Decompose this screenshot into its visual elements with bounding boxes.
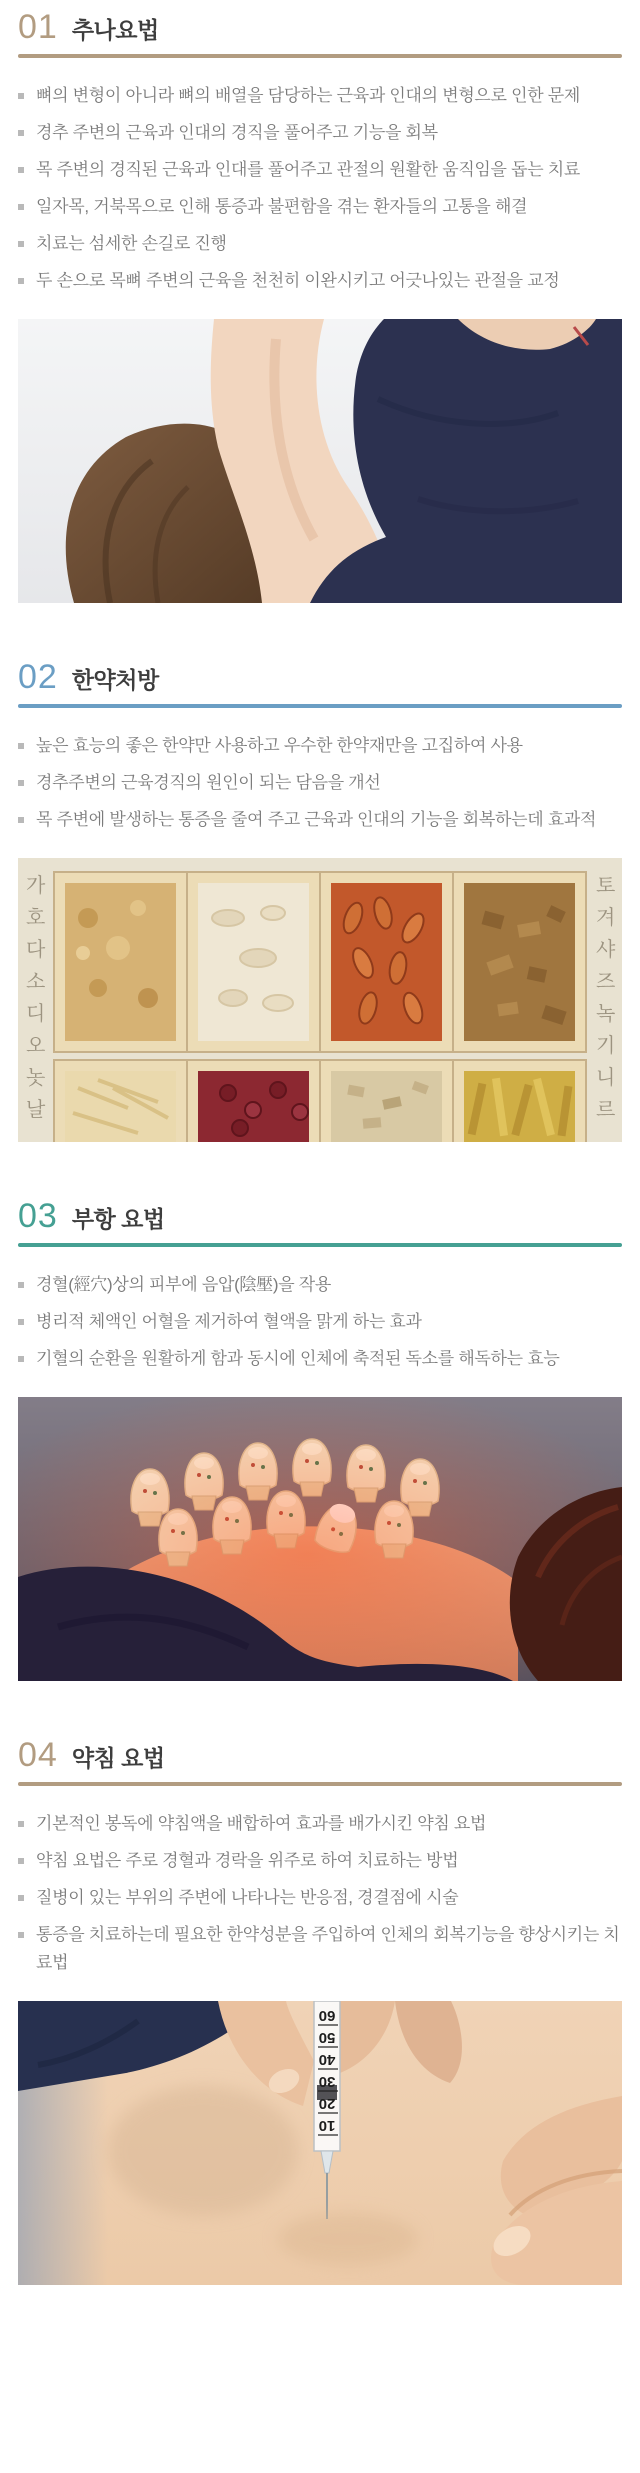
section-number: 01	[18, 8, 58, 46]
bullet-square-icon	[18, 1932, 24, 1938]
section-divider	[18, 704, 622, 708]
bullet-text: 통증을 치료하는데 필요한 한약성분을 주입하여 인체의 회복기능을 향상시키는 치료법	[36, 1925, 620, 1972]
bullet-square-icon	[18, 130, 24, 136]
bullet-text: 목 주변의 경직된 근육과 인대를 풀어주고 관절의 원활한 움직임을 돕는 치료	[36, 160, 581, 179]
list-item	[18, 769, 622, 797]
section-herbal-prescription	[18, 658, 622, 1142]
list-item	[18, 1308, 622, 1336]
list-item	[18, 1810, 622, 1838]
list-item	[18, 230, 622, 258]
bullet-text: 병리적 체액인 어혈을 제거하여 혈액을 맑게 하는 효과	[36, 1312, 422, 1331]
herbal-photo-illustration	[18, 858, 622, 1142]
herbal-medicine-photo	[18, 858, 622, 1142]
bullet-text: 높은 효능의 좋은 한약만 사용하고 우수한 한약재만을 고집하여 사용	[36, 736, 523, 755]
list-item	[18, 267, 622, 295]
section-header	[18, 658, 622, 696]
bullet-text: 일자목, 거북목으로 인해 통증과 불편함을 겪는 환자들의 고통을 해결	[36, 197, 528, 216]
bullet-square-icon	[18, 1895, 24, 1901]
bullet-square-icon	[18, 93, 24, 99]
svg-text:날: 날	[26, 1099, 46, 1121]
svg-text:소: 소	[26, 971, 46, 993]
section-title: 약침 요법	[71, 1745, 165, 1771]
svg-text:녹: 녹	[596, 1003, 616, 1025]
section-header	[18, 1197, 622, 1235]
section-number: 03	[18, 1197, 58, 1235]
svg-text:오: 오	[26, 1035, 46, 1057]
svg-text:가: 가	[26, 875, 46, 897]
svg-text:겨: 겨	[596, 907, 616, 929]
chuna-photo	[18, 319, 622, 603]
svg-text:50: 50	[318, 2029, 336, 2046]
list-item	[18, 1921, 622, 1977]
bullet-text: 경추주변의 근육경직의 원인이 되는 담음을 개선	[36, 773, 381, 792]
bullet-text: 기혈의 순환을 원활하게 함과 동시에 인체에 축적된 독소를 해독하는 효능	[36, 1349, 560, 1368]
svg-text:놋: 놋	[26, 1067, 46, 1089]
bullet-text: 기본적인 봉독에 약침액을 배합하여 효과를 배가시킨 약침 요법	[36, 1814, 487, 1833]
bullet-square-icon	[18, 278, 24, 284]
list-item	[18, 732, 622, 760]
section-cupping	[18, 1197, 622, 1681]
list-item	[18, 193, 622, 221]
svg-text:니: 니	[596, 1067, 616, 1089]
section-title: 부항 요법	[71, 1206, 165, 1232]
bullet-square-icon	[18, 204, 24, 210]
svg-text:샤: 샤	[596, 939, 616, 961]
injection-photo-illustration	[18, 2001, 622, 2285]
bullet-square-icon	[18, 1282, 24, 1288]
section-number: 04	[18, 1736, 58, 1774]
list-item	[18, 1884, 622, 1912]
list-item	[18, 156, 622, 184]
bullet-square-icon	[18, 780, 24, 786]
list-item	[18, 1345, 622, 1373]
chuna-photo-illustration	[18, 319, 622, 603]
bullet-text: 목 주변에 발생하는 통증을 줄여 주고 근육과 인대의 기능을 회복하는데 효과적	[36, 810, 597, 829]
svg-text:르: 르	[596, 1099, 616, 1121]
list-item	[18, 119, 622, 147]
section-number: 02	[18, 658, 58, 696]
bullet-square-icon	[18, 1319, 24, 1325]
bullet-square-icon	[18, 167, 24, 173]
bullet-list	[18, 82, 622, 295]
bullet-square-icon	[18, 1821, 24, 1827]
section-divider	[18, 54, 622, 58]
svg-text:즈: 즈	[596, 971, 616, 993]
bullet-text: 경혈(經穴)상의 피부에 음압(陰壓)을 작용	[36, 1275, 331, 1294]
bullet-text: 뼈의 변형이 아니라 뼈의 배열을 담당하는 근육과 인대의 변형으로 인한 문제	[36, 86, 581, 105]
bullet-text: 두 손으로 목뼈 주변의 근육을 천천히 이완시키고 어긋나있는 관절을 교정	[36, 271, 560, 290]
svg-text:40: 40	[318, 2051, 336, 2068]
bullet-square-icon	[18, 743, 24, 749]
section-header	[18, 1736, 622, 1774]
list-item	[18, 806, 622, 834]
bullet-square-icon	[18, 1858, 24, 1864]
skin-shadow	[108, 2086, 298, 2216]
svg-text:20: 20	[318, 2095, 336, 2112]
bullet-square-icon	[18, 241, 24, 247]
bullet-text: 경추 주변의 근육과 인대의 경직을 풀어주고 기능을 회복	[36, 123, 438, 142]
herb-box-grid	[54, 872, 586, 1142]
section-divider	[18, 1782, 622, 1786]
svg-text:디: 디	[26, 1003, 46, 1025]
svg-text:30: 30	[318, 2073, 336, 2090]
bullet-list	[18, 732, 622, 834]
section-header	[18, 8, 622, 46]
section-chuna	[18, 8, 622, 603]
cupping-photo-illustration	[18, 1397, 622, 1681]
pharmacopuncture-photo	[18, 2001, 622, 2285]
svg-text:토: 토	[596, 875, 616, 897]
svg-text:기: 기	[596, 1035, 616, 1057]
svg-text:다: 다	[26, 939, 46, 961]
bullet-list	[18, 1271, 622, 1373]
cupping-photo	[18, 1397, 622, 1681]
list-item	[18, 82, 622, 110]
bullet-text: 치료는 섬세한 손길로 진행	[36, 234, 227, 253]
section-pharmacopuncture	[18, 1736, 622, 2285]
list-item	[18, 1847, 622, 1875]
bullet-square-icon	[18, 817, 24, 823]
section-title: 한약처방	[71, 667, 159, 693]
svg-text:10: 10	[318, 2117, 336, 2134]
bullet-square-icon	[18, 1356, 24, 1362]
list-item	[18, 1271, 622, 1299]
svg-text:60: 60	[318, 2007, 336, 2024]
bullet-text: 약침 요법은 주로 경혈과 경락을 위주로 하여 치료하는 방법	[36, 1851, 459, 1870]
section-divider	[18, 1243, 622, 1247]
bullet-list	[18, 1810, 622, 1977]
svg-text:호: 호	[26, 907, 46, 929]
bullet-text: 질병이 있는 부위의 주변에 나타나는 반응점, 경결점에 시술	[36, 1888, 459, 1907]
section-title: 추나요법	[71, 17, 159, 43]
